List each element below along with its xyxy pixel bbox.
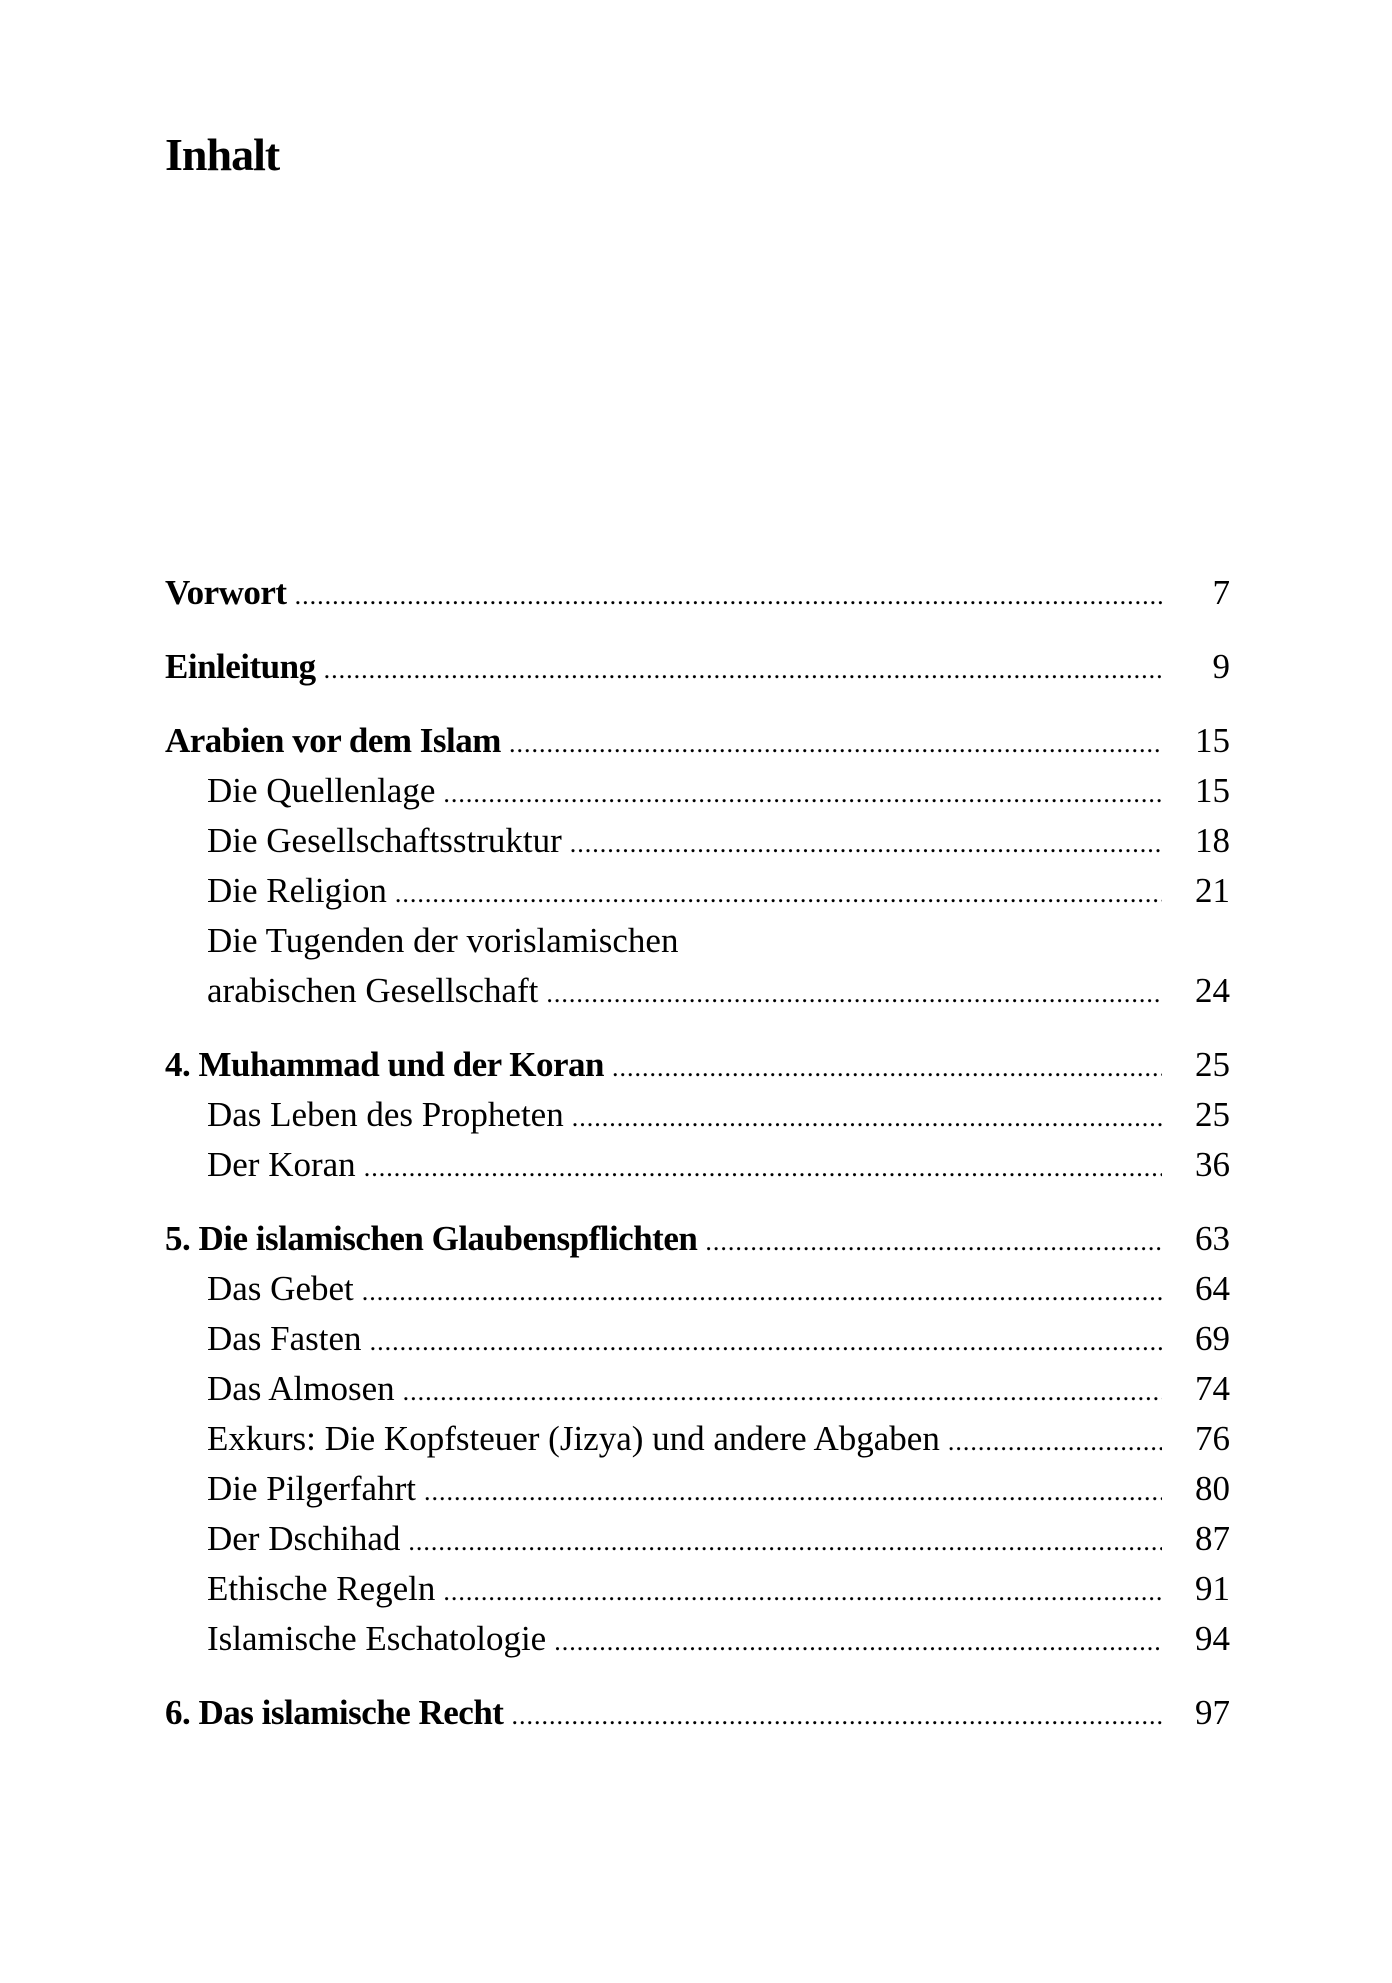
dot-leader <box>572 1093 1162 1143</box>
toc-section-entry <box>165 1264 1230 1314</box>
dot-leader <box>395 869 1162 919</box>
toc-entry-label: 6. Das islamische Recht <box>165 1693 504 1732</box>
dot-leader <box>509 719 1162 769</box>
toc-entry-label: Das Leben des Propheten <box>207 1095 564 1134</box>
page-title: Inhalt <box>165 129 280 180</box>
toc-entry-label: Die Tugenden der vorislamischen <box>207 921 679 960</box>
toc-section-entry <box>165 1090 1230 1140</box>
toc-entry-label: Islamische Eschatologie <box>207 1619 547 1658</box>
toc-section-entry <box>165 1464 1230 1514</box>
dot-leader <box>443 769 1162 819</box>
toc-entry-label: arabischen Gesellschaft <box>207 971 539 1010</box>
toc-section-entry <box>165 766 1230 816</box>
toc-entry-page-number: 25 <box>1195 1095 1230 1134</box>
dot-leader <box>612 1043 1162 1093</box>
toc-entry-label: 5. Die islamischen Glaubenspflichten <box>165 1219 698 1258</box>
dot-leader <box>424 1467 1162 1517</box>
dot-leader <box>408 1517 1162 1567</box>
toc-entry-label: Die Gesellschaftsstruktur <box>207 821 562 860</box>
dot-leader <box>948 1417 1162 1467</box>
dot-leader <box>370 1317 1162 1367</box>
toc-chapter-entry <box>165 1688 1230 1738</box>
toc-entry-page-number: 25 <box>1195 1045 1230 1084</box>
toc-entry-page-number: 87 <box>1195 1519 1230 1558</box>
toc-section-entry <box>165 916 1230 966</box>
toc-section-entry <box>165 966 1230 1016</box>
toc-chapter-entry <box>165 1040 1230 1090</box>
toc-entry-page-number: 15 <box>1195 721 1230 760</box>
toc-entry-label: Die Quellenlage <box>207 771 436 810</box>
toc-section-entry <box>165 1614 1230 1664</box>
toc-entry-page-number: 97 <box>1195 1693 1230 1732</box>
toc-entry-page-number: 80 <box>1195 1469 1230 1508</box>
dot-leader <box>554 1617 1162 1667</box>
toc-entry-page-number: 24 <box>1195 971 1230 1010</box>
toc-entry-label: Das Gebet <box>207 1269 354 1308</box>
toc-entry-label: Das Almosen <box>207 1369 395 1408</box>
dot-leader <box>443 1567 1162 1617</box>
toc-entry-page-number: 63 <box>1195 1219 1230 1258</box>
toc-section-entry <box>165 816 1230 866</box>
toc-section-entry <box>165 1414 1230 1464</box>
toc-entry-label: Der Koran <box>207 1145 356 1184</box>
toc-entry-page-number: 76 <box>1195 1419 1230 1458</box>
toc-section-entry <box>165 1564 1230 1614</box>
dot-leader <box>570 819 1162 869</box>
toc-section-entry <box>165 1140 1230 1190</box>
toc-entry-label: Das Fasten <box>207 1319 362 1358</box>
toc-entry-page-number: 94 <box>1195 1619 1230 1658</box>
toc-entry-label: Exkurs: Die Kopfsteuer (Jizya) und andere Abgaben <box>207 1419 940 1458</box>
toc-chapter-entry <box>165 642 1230 692</box>
toc-entry-page-number: 64 <box>1195 1269 1230 1308</box>
toc-entry-page-number: 91 <box>1195 1569 1230 1608</box>
dot-leader <box>546 969 1162 1019</box>
toc-entry-label: Ethische Regeln <box>207 1569 436 1608</box>
toc-section-entry <box>165 1314 1230 1364</box>
toc-entry-label: Der Dschihad <box>207 1519 401 1558</box>
table-of-contents <box>165 568 1230 1738</box>
toc-section-entry <box>165 1514 1230 1564</box>
toc-entry-label: Die Pilgerfahrt <box>207 1469 416 1508</box>
toc-chapter-entry <box>165 716 1230 766</box>
toc-chapter-entry <box>165 568 1230 618</box>
dot-leader <box>364 1143 1162 1193</box>
toc-section-entry <box>165 1364 1230 1414</box>
toc-entry-page-number: 18 <box>1195 821 1230 860</box>
toc-section-entry <box>165 866 1230 916</box>
toc-entry-page-number: 21 <box>1195 871 1230 910</box>
toc-entry-label: Die Religion <box>207 871 387 910</box>
toc-entry-label: Arabien vor dem Islam <box>165 721 501 760</box>
dot-leader <box>403 1367 1162 1417</box>
toc-entry-page-number: 15 <box>1195 771 1230 810</box>
toc-entry-label: Vorwort <box>165 573 287 612</box>
dot-leader <box>362 1267 1162 1317</box>
toc-entry-page-number: 9 <box>1212 647 1230 686</box>
toc-entry-label: 4. Muhammad und der Koran <box>165 1045 605 1084</box>
toc-chapter-entry <box>165 1214 1230 1264</box>
dot-leader <box>705 1217 1162 1267</box>
dot-leader <box>295 571 1162 621</box>
toc-entry-page-number: 36 <box>1195 1145 1230 1184</box>
toc-entry-page-number: 74 <box>1195 1369 1230 1408</box>
dot-leader <box>511 1691 1162 1741</box>
toc-entry-page-number: 69 <box>1195 1319 1230 1358</box>
toc-entry-page-number: 7 <box>1212 573 1230 612</box>
dot-leader <box>324 645 1162 695</box>
toc-entry-label: Einleitung <box>165 647 316 686</box>
